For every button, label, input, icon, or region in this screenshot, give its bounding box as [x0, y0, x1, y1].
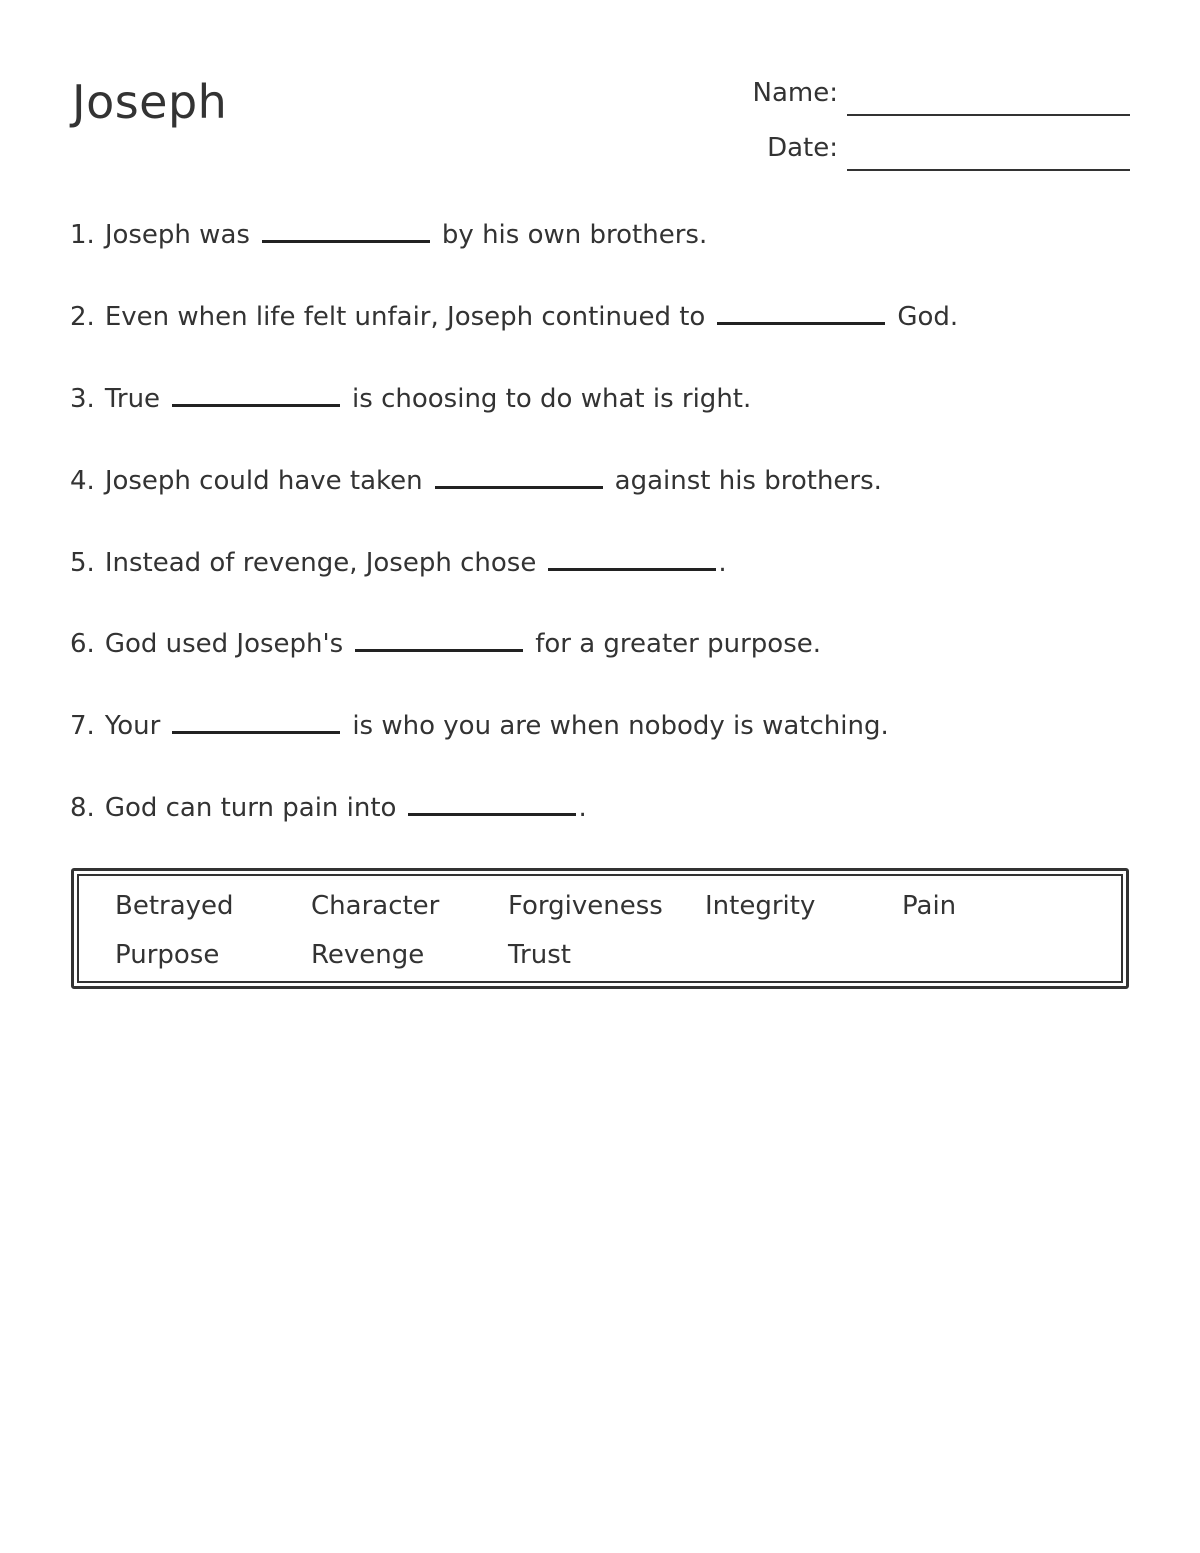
question-8: [70, 787, 587, 826]
question-number: 7.: [70, 711, 95, 741]
answer-blank[interactable]: [548, 542, 716, 571]
question-4: [70, 460, 882, 499]
question-text-before: Your: [104, 711, 161, 741]
answer-blank[interactable]: [172, 378, 340, 407]
word-bank-item: Integrity: [705, 891, 816, 921]
word-bank-item: Character: [311, 891, 440, 921]
date-row: [700, 131, 1130, 171]
question-text-after: against his brothers.: [614, 466, 882, 496]
answer-blank[interactable]: [262, 214, 430, 243]
name-field[interactable]: [847, 114, 1130, 116]
question-text-after: is who you are when nobody is watching.: [352, 711, 889, 741]
question-number: 2.: [70, 302, 95, 332]
question-text-before: Joseph was: [104, 220, 250, 250]
answer-blank[interactable]: [355, 623, 523, 652]
question-text-after: God.: [897, 302, 959, 332]
answer-blank[interactable]: [717, 296, 885, 325]
answer-blank[interactable]: [408, 787, 576, 816]
question-6: [70, 623, 821, 662]
worksheet-title: Joseph: [72, 75, 228, 129]
word-bank-item: Revenge: [311, 940, 425, 970]
question-text-before: Joseph could have taken: [104, 466, 423, 496]
question-text-before: God can turn pain into: [104, 793, 397, 823]
question-1: [70, 214, 707, 253]
word-bank: [71, 868, 1129, 989]
question-2: [70, 296, 958, 335]
word-bank-item: Forgiveness: [508, 891, 663, 921]
question-number: 6.: [70, 629, 95, 659]
question-text-after: .: [578, 793, 587, 823]
name-label: Name:: [752, 78, 838, 108]
question-text-after: by his own brothers.: [441, 220, 708, 250]
question-text-before: True: [104, 384, 161, 414]
question-number: 1.: [70, 220, 95, 250]
question-3: [70, 378, 751, 417]
question-7: [70, 705, 889, 744]
question-text-before: Instead of revenge, Joseph chose: [104, 548, 537, 578]
question-text-before: Even when life felt unfair, Joseph continued to: [104, 302, 706, 332]
question-number: 4.: [70, 466, 95, 496]
question-text-after: for a greater purpose.: [535, 629, 822, 659]
question-number: 5.: [70, 548, 95, 578]
question-text-after: .: [718, 548, 727, 578]
word-bank-item: Pain: [902, 891, 957, 921]
question-5: [70, 542, 727, 581]
name-row: [700, 76, 1130, 116]
date-label: Date:: [767, 133, 838, 163]
date-field[interactable]: [847, 169, 1130, 171]
question-number: 3.: [70, 384, 95, 414]
question-text-before: God used Joseph's: [104, 629, 344, 659]
word-bank-item: Purpose: [115, 940, 220, 970]
word-bank-item: Betrayed: [115, 891, 234, 921]
question-text-after: is choosing to do what is right.: [352, 384, 752, 414]
question-number: 8.: [70, 793, 95, 823]
answer-blank[interactable]: [435, 460, 603, 489]
answer-blank[interactable]: [172, 705, 340, 734]
word-bank-item: Trust: [508, 940, 571, 970]
